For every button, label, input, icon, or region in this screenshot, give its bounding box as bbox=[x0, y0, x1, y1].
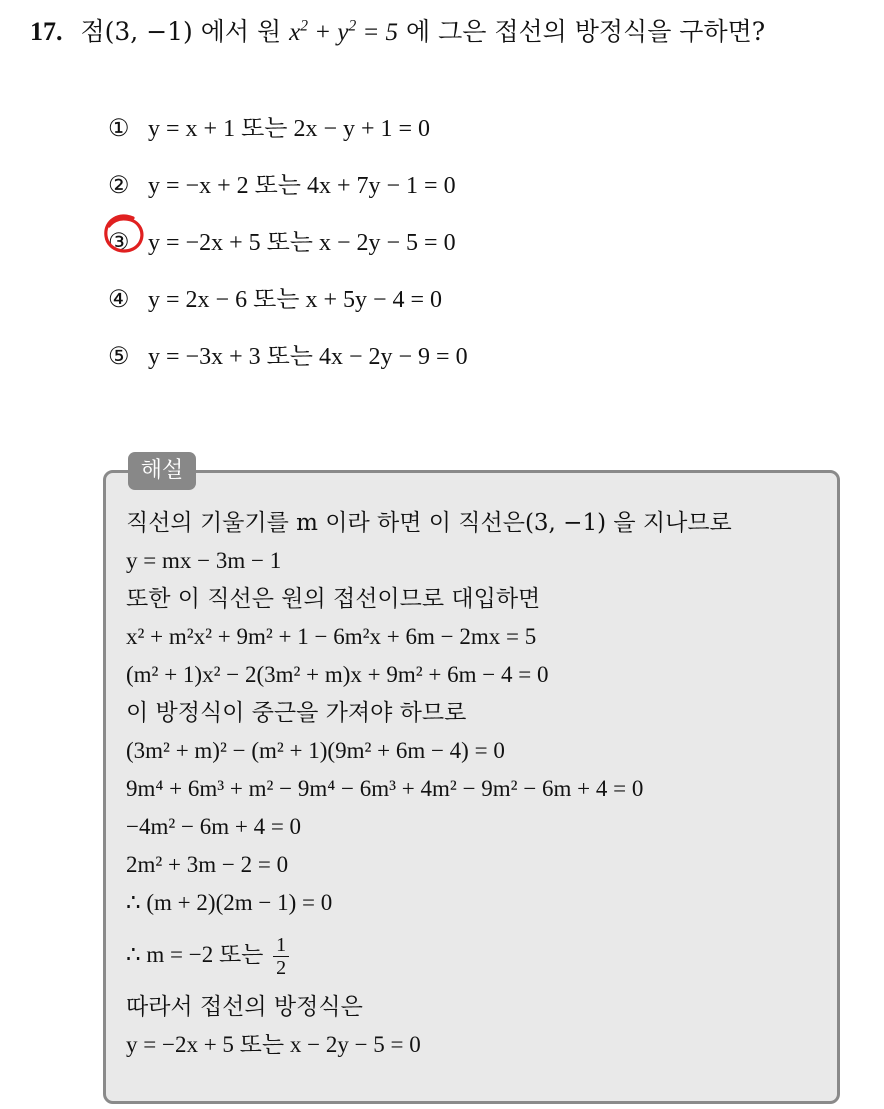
choice-text: y = −3x + 3 또는 4x − 2y − 9 = 0 bbox=[148, 344, 468, 370]
solution-line: (m² + 1)x² − 2(3m² + m)x + 9m² + 6m − 4 = 0 bbox=[126, 662, 549, 687]
solution-line: −4m² − 6m + 4 = 0 bbox=[126, 814, 302, 839]
fraction-denominator: 2 bbox=[276, 957, 287, 980]
solution-label: 해설 bbox=[128, 452, 196, 490]
fraction-one-half bbox=[273, 934, 289, 979]
solution-line: y = −2x + 5 또는 x − 2y − 5 = 0 bbox=[126, 1032, 421, 1057]
solution-line: ∴ (m + 2)(2m − 1) = 0 bbox=[126, 890, 333, 915]
solution-line: 2m² + 3m − 2 = 0 bbox=[126, 852, 289, 877]
solution-line: 직선의 기울기를 m 이라 하면 이 직선은(3, −1) 을 지나므로 bbox=[126, 510, 732, 536]
solution-content bbox=[126, 504, 732, 1064]
question-text-before: 점(3, −1) 에서 원 bbox=[80, 17, 290, 46]
choice-number: ④ bbox=[108, 285, 130, 313]
choice-2[interactable] bbox=[108, 165, 468, 222]
solution-line: y = mx − 3m − 1 bbox=[126, 548, 282, 573]
choice-text: y = −x + 2 또는 4x + 7y − 1 = 0 bbox=[148, 173, 456, 199]
choice-4[interactable] bbox=[108, 279, 468, 336]
choice-text: y = x + 1 또는 2x − y + 1 = 0 bbox=[148, 116, 431, 142]
fraction-line-prefix: ∴ m = −2 또는 bbox=[126, 942, 264, 967]
solution-line: (3m² + m)² − (m² + 1)(9m² + 6m − 4) = 0 bbox=[126, 738, 505, 763]
choice-number: ③ bbox=[108, 228, 130, 256]
solution-line: x² + m²x² + 9m² + 1 − 6m²x + 6m − 2mx = 5 bbox=[126, 624, 537, 649]
solution-line: 또한 이 직선은 원의 접선이므로 대입하면 bbox=[126, 586, 541, 612]
choice-number: ① bbox=[108, 114, 130, 142]
answer-choices bbox=[108, 108, 468, 393]
choice-1[interactable] bbox=[108, 108, 468, 165]
solution-fraction-line bbox=[126, 922, 732, 988]
choice-text: y = 2x − 6 또는 x + 5y − 4 = 0 bbox=[148, 287, 443, 313]
question bbox=[30, 12, 765, 48]
choice-3[interactable] bbox=[108, 222, 468, 279]
solution-line: 9m⁴ + 6m³ + m² − 9m⁴ − 6m³ + 4m² − 9m² − 6m + 4 = 0 bbox=[126, 776, 644, 801]
choice-number: ② bbox=[108, 171, 130, 199]
fraction-numerator: 1 bbox=[273, 934, 289, 957]
choice-text: y = −2x + 5 또는 x − 2y − 5 = 0 bbox=[148, 230, 456, 256]
solution-line: 이 방정식이 중근을 가져야 하므로 bbox=[126, 700, 467, 726]
question-text-after: 에 그은 접선의 방정식을 구하면? bbox=[398, 17, 766, 46]
circle-equation: $x^2 + y^2 = 5$ bbox=[289, 17, 399, 46]
solution-line: 따라서 접선의 방정식은 bbox=[126, 994, 363, 1020]
choice-number: ⑤ bbox=[108, 342, 130, 370]
choice-5[interactable] bbox=[108, 336, 468, 393]
question-number: 17. bbox=[30, 17, 63, 46]
